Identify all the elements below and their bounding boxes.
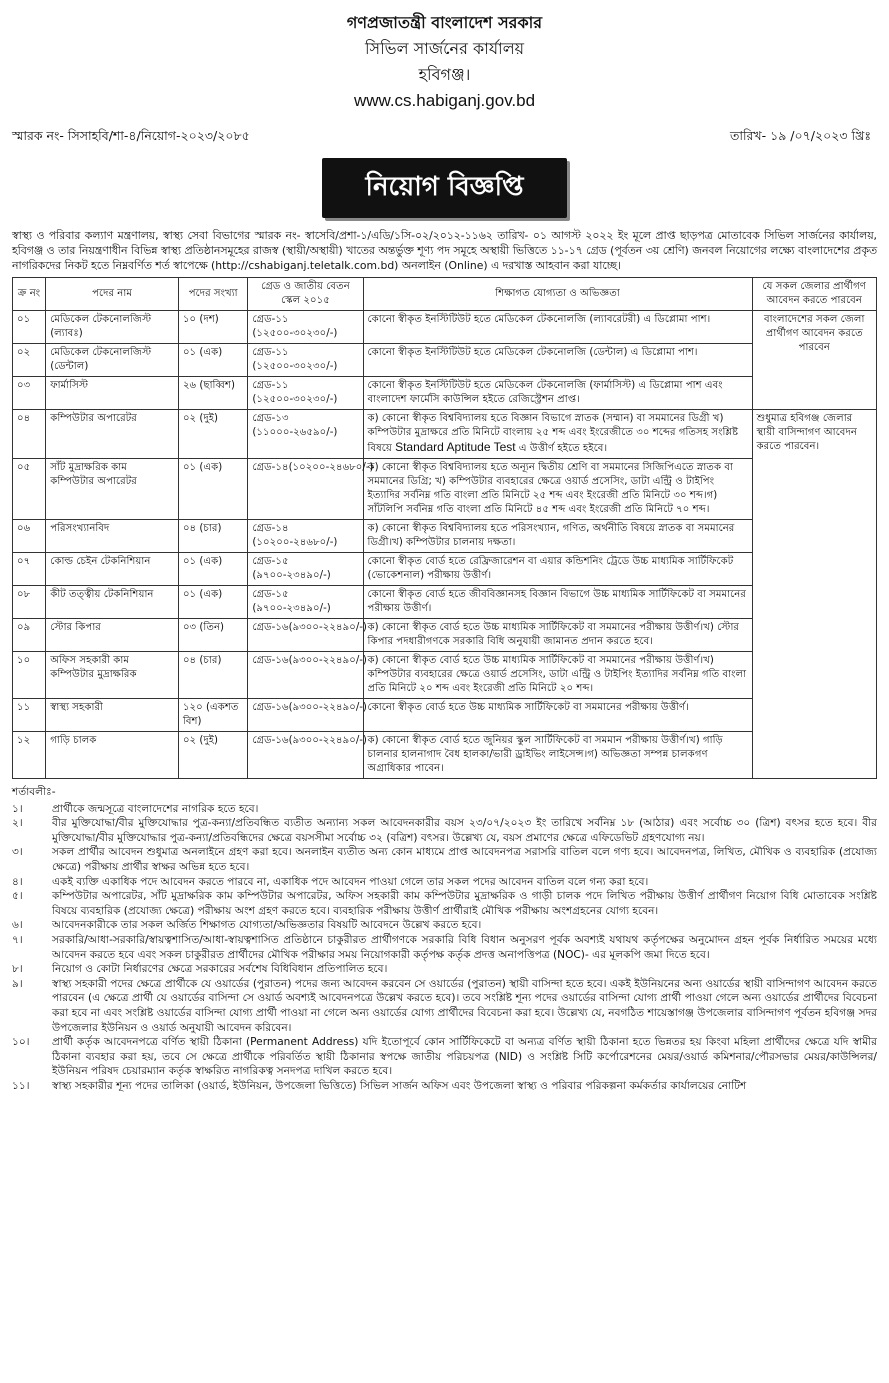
- term-text: নিয়োগ ও কোটা নির্ধারণের ক্ষেত্রে সরকারের সর্বশেষ বিধিবিধান প্রতিপালিত হবে।: [52, 963, 388, 976]
- qualification-cell: কোনো স্বীকৃত বোর্ড হতে জীববিজ্ঞানসহ বিজ্ঞান বিভাগে উচ্চ মাধ্যমিক সার্টিফিকেট বা সমমানের পরীক্ষায় উত্তীর্ণ।: [363, 586, 752, 619]
- post-count-cell: ০১ (এক): [178, 459, 247, 520]
- term-text: স্বাস্থ্য সহকারী পদের ক্ষেত্রে প্রার্থীকে যে ওয়ার্ডের (পুরাতন) পদের জন্য আবেদন করবেন সে ওয়ার্ডের (পুরাতন) স্থায়ী বাসিন্দা হতে হবে। একই ইউনিয়নের অন্য ওয়ার্ডের স্থায়ী বাসিন্দাগণ আবেদন করতে পারবেন (এ ক্ষেত্রে প্রার্থী যে ওয়ার্ডের বাসিন্দা সে ওয়ার্ড অবশ্যই আবেদনপত্রে উল্লেখ করতে হবে)। তবে সংশ্লিষ্ট শূন্য পদের ওয়ার্ডের বাসিন্দা যোগ্য প্রার্থী পাওয়া গেলে অন্য ওয়ার্ডের প্রার্থীদের বিবেচনা করা হবে না এবং সংশ্লিষ্ট ওয়ার্ডের বাসিন্দা যোগ্য প্রার্থী পাওয়া না গেলে অন্য ওয়ার্ডের যোগ্য প্রার্থীদের বিবেচনা করা হবে। উল্লেখ্য যে, নবগঠিত শায়েস্তাগঞ্জ উপজেলার বাসিন্দাগণ পূর্বতন হবিগঞ্জ সদর উপজেলার ইউনিয়ন ও ওয়ার্ড অনুযায়ী আবেদন করিবেন।: [52, 977, 877, 1034]
- memo-date: তারিখ- ১৯ /০৭/২০২৩ খ্রিঃ: [729, 128, 871, 143]
- table-row: [13, 459, 877, 520]
- qualification-cell: ক) কোনো স্বীকৃত বিশ্ববিদ্যালয় হতে অন্যূন দ্বিতীয় শ্রেণি বা সমমানের সিজিপিএতে স্নাতক বা সমমানের ডিগ্রি; খ) কম্পিউটার ব্যবহারের ক্ষেত্রে ওয়ার্ড প্রসেসিং, ডাটা এন্ট্রি ও টাইপিং ইত্যাদির সর্বনিম্ন গতি বাংলা প্রতি মিনিটে ২৫ শব্দ এবং ইংরেজী প্রতি মিনিটে ৩০ শব্দ।গ) সাঁটলিপি সর্বনিম্ন গতি বাংলা প্রতি মিনিটে ৪৫ শব্দ এবং ইংরেজী প্রতি মিনিটে ৭০ শব্দ।: [363, 459, 752, 520]
- term-text: একই ব্যক্তি একাধিক পদে আবেদন করতে পারবে না, একাধিক পদে আবেদন পাওয়া গেলে তার সকল পদের আবেদন বাতিল বলে গন্য করা হবে।: [52, 875, 649, 888]
- term-text: প্রার্থী কর্তৃক আবেদনপত্রে বর্ণিত স্থায়ী ঠিকানা (Permanent Address) যদি ইতোপূর্বে কোন সার্টিফিকেটে বা অন্যত্র বর্ণিত স্থায়ী ঠিকানা হতে ভিন্নতর হয় কিংবা মহিলা প্রার্থীদের ক্ষেত্রে যদি স্বামীর ঠিকানা ব্যবহার করা হয়, তবে সে ক্ষেত্রে প্রার্থীকে পরিবর্তিত স্থায়ী ঠিকানার স্বপক্ষে জাতীয় পরিচয়পত্র (NID) ও সংশ্লিষ্ট সিটি কর্পোরেশনের মেয়র/ওয়ার্ড কমিশনার/পৌরসভার মেয়র/কাউন্সিলর/ ইউনিয়ন পরিষদ চেয়ারম্যান কর্তৃক স্বাক্ষরিত নাগরিকত্ব সনদপত্র দাখিল করতে হবে।: [52, 1036, 877, 1078]
- post-count-cell: ০২ (দুই): [178, 410, 247, 459]
- qualification-cell: কোনো স্বীকৃত ইনস্টিটিউট হতে মেডিকেল টেকনোলজি (ফার্মাসিস্ট) এ ডিপ্লোমা পাশ এবং বাংলাদেশ ফার্মেসি কাউন্সিল হইতে রেজিস্ট্রেশন প্রাপ্ত।: [363, 377, 752, 410]
- term-number: ৬।: [12, 919, 23, 932]
- grade-cell: গ্রেড-১৬(৯৩০০-২২৪৯০/-): [248, 732, 363, 779]
- serial-cell: ০৮: [13, 586, 46, 619]
- term-text: সকল প্রার্থীর আবেদন শুধুমাত্র অনলাইনে গ্রহণ করা হবে। অনলাইন ব্যতীত অন্য কোন মাধ্যমে প্রাপ্ত আবেদনপত্র সরাসরি বাতিল বলে গণ্য হবে। আবেদনপত্র, লিখিত, মৌখিক ও ব্যবহারিক (প্রযোজ্য ক্ষেত্রে) পরীক্ষায় প্রার্থীর স্বাক্ষর অভিন্ন হতে হবে।: [52, 846, 877, 873]
- list-item: [12, 802, 877, 817]
- table-row: [13, 344, 877, 377]
- list-item: [12, 918, 877, 933]
- letterhead: [0, 0, 889, 114]
- table-row: [13, 619, 877, 652]
- term-text: সরকারি/আধা-সরকারি/স্বায়ত্বশাসিত/আধা-স্বায়ত্বশাসিত প্রতিষ্ঠানে চাকুরীরত প্রার্থীগণকে সরকারি বিধি বিধান অনুসরণ পূর্বক অবশ্যই যথাযথ কর্তৃপক্ষের অনুমোদন গ্রহন পূর্বক নির্ধারিত সময়ের মধ্যে আবেদন করতে হবে এবং সকল চাকুরীরত প্রার্থীদের মৌখিক পরীক্ষার সময় নিয়োগকারী কর্তৃপক্ষ কর্তৃক প্রদত্ত অনাপত্তিপত্র (NOC)- এর মূলকপি জমা দিতে হবে।: [52, 933, 877, 961]
- post-name-cell: মেডিকেল টেকনোলজিস্ট (ডেন্টাল): [46, 344, 179, 377]
- memo-line: [0, 128, 889, 148]
- col-header-post-name: পদের নাম: [46, 278, 179, 311]
- col-header-post-count: পদের সংখ্যা: [178, 278, 247, 311]
- grade-cell: গ্রেড-১১ (১২৫০০-৩০২৩০/-): [248, 344, 363, 377]
- qualification-cell: কোনো স্বীকৃত ইনস্টিটিউট হতে মেডিকেল টেকনোলজি (ল্যাবরেটরী) এ ডিপ্লোমা পাশ।: [363, 311, 752, 344]
- col-header-eligibility: যে সকল জেলার প্রার্থীগণ আবেদন করতে পারবেন: [752, 278, 877, 311]
- serial-cell: ১১: [13, 699, 46, 732]
- serial-cell: ০৬: [13, 520, 46, 553]
- post-name-cell: ফার্মাসিস্ট: [46, 377, 179, 410]
- serial-cell: ০১: [13, 311, 46, 344]
- term-number: ১০।: [12, 1036, 30, 1049]
- term-number: ১।: [12, 802, 23, 815]
- banner-wrapper: [0, 158, 889, 218]
- qualification-text: ক) কোনো স্বীকৃত বিশ্ববিদ্যালয় হতে বিজ্ঞান বিভাগে স্নাতক (সম্মান) বা সমমানের ডিগ্রী খ) কম্পিউটার মুদ্রাক্ষরে প্রতি মিনিটে বাংলায় ২৫ শব্দ এবং ইংরেজীতে ৩০ শব্দের গতিসহ সংশ্লিষ্ট বিষয়ে: [367, 413, 739, 454]
- list-item: [12, 875, 877, 890]
- term-text: প্রার্থীকে জন্মসূত্রে বাংলাদেশের নাগরিক হতে হবে।: [52, 802, 259, 815]
- qualification-cell: কোনো স্বীকৃত বোর্ড হতে উচ্চ মাধ্যমিক সার্টিফিকেট বা সমমানের পরীক্ষায় উত্তীর্ণ।: [363, 699, 752, 732]
- list-item: [12, 845, 877, 874]
- term-text: স্বাস্থ্য সহকারীর শূন্য পদের তালিকা (ওয়ার্ড, ইউনিয়ন, উপজেলা ভিত্তিতে) সিভিল সার্জন অফিস এবং উপজেলা স্বাস্থ্য ও পরিবার পরিকল্পনা কর্মকর্তার কার্যালয়ের নোটিশ: [52, 1079, 747, 1092]
- term-text: আবেদনকারীকে তার সকল অর্জিত শিক্ষাগত যোগ্যতা/অভিজ্ঞতার বিষয়টি আবেদনে উল্লেখ করতে হবে।: [52, 919, 482, 932]
- grade-cell: গ্রেড-১৪(১০২০০-২৪৬৮০/-): [248, 459, 363, 520]
- serial-cell: ১০: [13, 652, 46, 699]
- term-number: ৮।: [12, 963, 23, 976]
- post-count-cell: ০১ (এক): [178, 586, 247, 619]
- post-name-cell: পরিসংখ্যানবিদ: [46, 520, 179, 553]
- qualification-cell: [363, 410, 752, 459]
- eligibility-all-districts: বাংলাদেশের সকল জেলা প্রার্থীগণ আবেদন করতে পারবেন: [752, 311, 877, 410]
- serial-cell: ০৫: [13, 459, 46, 520]
- serial-cell: ০২: [13, 344, 46, 377]
- term-number: ৪।: [12, 875, 23, 888]
- serial-cell: ০৪: [13, 410, 46, 459]
- aptitude-test-label: Standard Aptitude Test: [395, 440, 516, 454]
- terms-heading: শর্তাবলীঃ-: [12, 786, 56, 798]
- qualification-cell: ক) কোনো স্বীকৃত বিশ্ববিদ্যালয় হতে পরিসংখ্যান, গণিত, অর্থনীতি বিষয়ে স্নাতক বা সমমানের ডিগ্রী।খ) কম্পিউটার চালনায় দক্ষতা।: [363, 520, 752, 553]
- list-item: [12, 816, 877, 845]
- term-text: বীর মুক্তিযোদ্ধা/বীর মুক্তিযোদ্ধার পুত্র-কন্যা/প্রতিবন্ধিত ব্যতীত অন্যান্য সকল আবেদনকারীর বয়স ২৩/০৭/২০২৩ ইং তারিখে সর্বনিম্ন ১৮ (আঠার) এবং সর্বোচ্চ ৩০ (ত্রিশ) বৎসর হতে হবে। বীর মুক্তিযোদ্ধা/বীর মুক্তিযোদ্ধার পুত্র-কন্যা/প্রতিবন্ধিদের ক্ষেত্রে বয়সসীমা সর্বোচ্চ ৩২ (বত্রিশ) বৎসর। উল্লেখ্য যে, বয়স প্রমাণের ক্ষেত্রে এফিডেভিট গ্রহণযোগ্য নয়।: [52, 817, 877, 844]
- qualification-cell: ক) কোনো স্বীকৃত বোর্ড হতে জুনিয়র স্কুল সার্টিফিকেট বা সমমান পরীক্ষায় উত্তীর্ণ।খ) গাড়ি চালনার হালনাগাদ বৈধ হালকা/ভারী ড্রাইভিং লাইসেন্স।গ) অভিজ্ঞতা সম্পন্ন চালকগণ অগ্রাধিকার পাবেন।: [363, 732, 752, 779]
- serial-cell: ০৭: [13, 553, 46, 586]
- table-row: [13, 410, 877, 459]
- term-number: ১১।: [12, 1079, 30, 1092]
- term-number: ৩।: [12, 846, 23, 859]
- table-row: [13, 520, 877, 553]
- term-number: ৫।: [12, 890, 23, 903]
- serial-cell: ০৯: [13, 619, 46, 652]
- grade-cell: গ্রেড-১৪ (১০২০০-২৪৬৮০/-): [248, 520, 363, 553]
- grade-cell: গ্রেড-১৬(৯৩০০-২২৪৯০/-): [248, 652, 363, 699]
- table-row: [13, 732, 877, 779]
- list-item: [12, 933, 877, 962]
- office-name: সিভিল সার্জনের কার্যালয়: [364, 39, 525, 58]
- post-name-cell: অফিস সহকারী কাম কম্পিউটার মুদ্রাক্ষরিক: [46, 652, 179, 699]
- eligibility-local-only: শুধুমাত্র হবিগঞ্জ জেলার স্থায়ী বাসিন্দাগণ আবেদন করতে পারবেন।: [752, 410, 877, 779]
- grade-cell: গ্রেড-১১ (১২৫০০-৩০২৩০/-): [248, 311, 363, 344]
- post-count-cell: ০৪ (চার): [178, 652, 247, 699]
- grade-cell: গ্রেড-১১ (১২৫০০-৩০২৩০/-): [248, 377, 363, 410]
- term-number: ৯।: [12, 977, 23, 990]
- memo-reference: স্মারক নং- সিসাহবি/শা-৪/নিয়োগ-২০২৩/২০৮৫: [12, 128, 250, 143]
- terms-section: [0, 785, 889, 1093]
- vacancy-table: [12, 277, 877, 779]
- col-header-serial: ক্র নং: [13, 278, 46, 311]
- grade-cell: গ্রেড-১৬(৯৩০০-২২৪৯০/-): [248, 699, 363, 732]
- list-item: [12, 1035, 877, 1079]
- table-row: [13, 699, 877, 732]
- qualification-tail: এ উত্তীর্ণ হইতে হইবে।: [518, 443, 608, 454]
- post-count-cell: ০১ (এক): [178, 344, 247, 377]
- table-row: [13, 311, 877, 344]
- post-count-cell: ১২০ (একশত বিশ): [178, 699, 247, 732]
- post-name-cell: গাড়ি চালক: [46, 732, 179, 779]
- term-text: কম্পিউটার অপারেটর, সাঁট মুদ্রাক্ষরিক কাম কম্পিউটার অপারেটর, অফিস সহকারী কাম কম্পিউটার মুদ্রাক্ষরিক ও গাড়ী চালক পদে লিখিত পরীক্ষায় উত্তীর্ণ প্রার্থীগণ নিয়োগ বিধি মোতাবেক সংশ্লিষ্ট বিষয়ে ব্যবহারিক (প্রযোজ্য ক্ষেত্রে) পরীক্ষায় অংশ গ্রহণ করতে হবে। ব্যবহারিক পরীক্ষায় উত্তীর্ণ প্রার্থীরাই মৌখিক পরীক্ষায় অংশগ্রহনের যোগ্য হবেন।: [52, 890, 877, 917]
- grade-cell: গ্রেড-১৬(৯৩০০-২২৪৯০/-): [248, 619, 363, 652]
- list-item: [12, 1079, 877, 1094]
- post-count-cell: ০৩ (তিন): [178, 619, 247, 652]
- qualification-cell: কোনো স্বীকৃত বোর্ড হতে রেফ্রিজারেশন বা এয়ার কন্ডিশনিং ট্রেডে উচ্চ মাধ্যমিক সার্টিফিকেট (ভোকেশনাল) পরীক্ষায় উত্তীর্ণ।: [363, 553, 752, 586]
- table-header-row: [13, 278, 877, 311]
- list-item: [12, 962, 877, 977]
- term-number: ৭।: [12, 933, 23, 946]
- table-row: [13, 586, 877, 619]
- qualification-cell: ক) কোনো স্বীকৃত বোর্ড হতে উচ্চ মাধ্যমিক সার্টিফিকেট বা সমমানের পরীক্ষায় উত্তীর্ণ।খ) স্টোর কিপার পদধারীগণকে সরকারি বিধি অনুযায়ী জামানত প্রদান করতে হবে।: [363, 619, 752, 652]
- post-name-cell: কোল্ড চেইন টেকনিশিয়ান: [46, 553, 179, 586]
- website-link[interactable]: www.cs.habiganj.gov.bd: [353, 91, 536, 110]
- post-name-cell: সাঁট মুদ্রাক্ষরিক কাম কম্পিউটার অপারেটর: [46, 459, 179, 520]
- post-count-cell: ০১ (এক): [178, 553, 247, 586]
- post-count-cell: ১০ (দশ): [178, 311, 247, 344]
- post-name-cell: মেডিকেল টেকনোলজিস্ট (ল্যাবঃ): [46, 311, 179, 344]
- term-number: ২।: [12, 817, 23, 830]
- post-name-cell: স্বাস্থ্য সহকারী: [46, 699, 179, 732]
- col-header-qualification: শিক্ষাগত যোগ্যতা ও অভিজ্ঞতা: [363, 278, 752, 311]
- post-count-cell: ২৬ (ছাব্বিশ): [178, 377, 247, 410]
- post-count-cell: ০৪ (চার): [178, 520, 247, 553]
- qualification-cell: ক) কোনো স্বীকৃত বোর্ড হতে উচ্চ মাধ্যমিক সার্টিফিকেট বা সমমানের পরীক্ষায় উত্তীর্ণ।খ) কম্পিউটার ব্যবহারের ক্ষেত্রে ওয়ার্ড প্রসেসিং, ডাটা এন্ট্রি ও টাইপিং ইত্যাদির সর্বনিম্ন গতি বাংলা প্রতি মিনিটে ২০ শব্দ এবং ইংরেজী প্রতি মিনিটে ২০ শব্দ।: [363, 652, 752, 699]
- post-name-cell: কম্পিউটার অপারেটর: [46, 410, 179, 459]
- post-count-cell: ০২ (দুই): [178, 732, 247, 779]
- serial-cell: ০৩: [13, 377, 46, 410]
- table-row: [13, 652, 877, 699]
- post-name-cell: স্টোর কিপার: [46, 619, 179, 652]
- list-item: [12, 977, 877, 1035]
- grade-cell: গ্রেড-১৫ (৯৭০০-২৩৪৯০/-): [248, 553, 363, 586]
- notice-title-banner: নিয়োগ বিজ্ঞপ্তি: [322, 158, 568, 218]
- post-name-cell: কীট তত্ত্বীয় টেকনিশিয়ান: [46, 586, 179, 619]
- intro-paragraph: স্বাস্থ্য ও পরিবার কল্যাণ মন্ত্রণালয়, স্বাস্থ্য সেবা বিভাগের স্মারক নং- স্বাসেবি/প্রশা-১/এডি/১সি-০২/২০১২-১১৬২ তারিখ- ০১ আগস্ট ২০২২ ইং মূলে প্রাপ্ত ছাড়পত্র মোতাবেক সিভিল সার্জনের কার্যালয়, হবিগঞ্জ ও তার নিয়ন্ত্রণাধীন বিভিন্ন স্বাস্থ্য প্রতিষ্ঠানসমূহের রাজস্ব (স্থায়ী/অস্থায়ী) খাতের অন্তর্ভুক্ত শূণ্য পদ সমূহে অস্থায়ী ভিত্তিতে ১১-১৭ গ্রেড (পূর্বতন ৩য় শ্রেণি) জনবল নিয়োগের লক্ষ্যে বাংলাদেশের প্রকৃত নাগরিকদের নিকট হতে নিম্নবর্ণিত শর্ত স্বাপেক্ষে (http://cshabiganj.teletalk.com.bd) অনলাইন (Online) এ দরখাস্ত আহবান করা যাচ্ছে।: [12, 229, 877, 272]
- grade-cell: গ্রেড-১৫ (৯৭০০-২৩৪৯০/-): [248, 586, 363, 619]
- qualification-cell: কোনো স্বীকৃত ইনস্টিটিউট হতে মেডিকেল টেকনোলজি (ডেন্টাল) এ ডিপ্লোমা পাশ।: [363, 344, 752, 377]
- list-item: [12, 889, 877, 918]
- table-row: [13, 553, 877, 586]
- government-name: গণপ্রজাতন্ত্রী বাংলাদেশ সরকার: [346, 13, 543, 32]
- grade-cell: গ্রেড-১৩ (১১০০০-২৬৫৯০/-): [248, 410, 363, 459]
- col-header-grade: গ্রেড ও জাতীয় বেতন স্কেল ২০১৫: [248, 278, 363, 311]
- table-row: [13, 377, 877, 410]
- serial-cell: ১২: [13, 732, 46, 779]
- district-name: হবিগঞ্জ।: [418, 65, 471, 84]
